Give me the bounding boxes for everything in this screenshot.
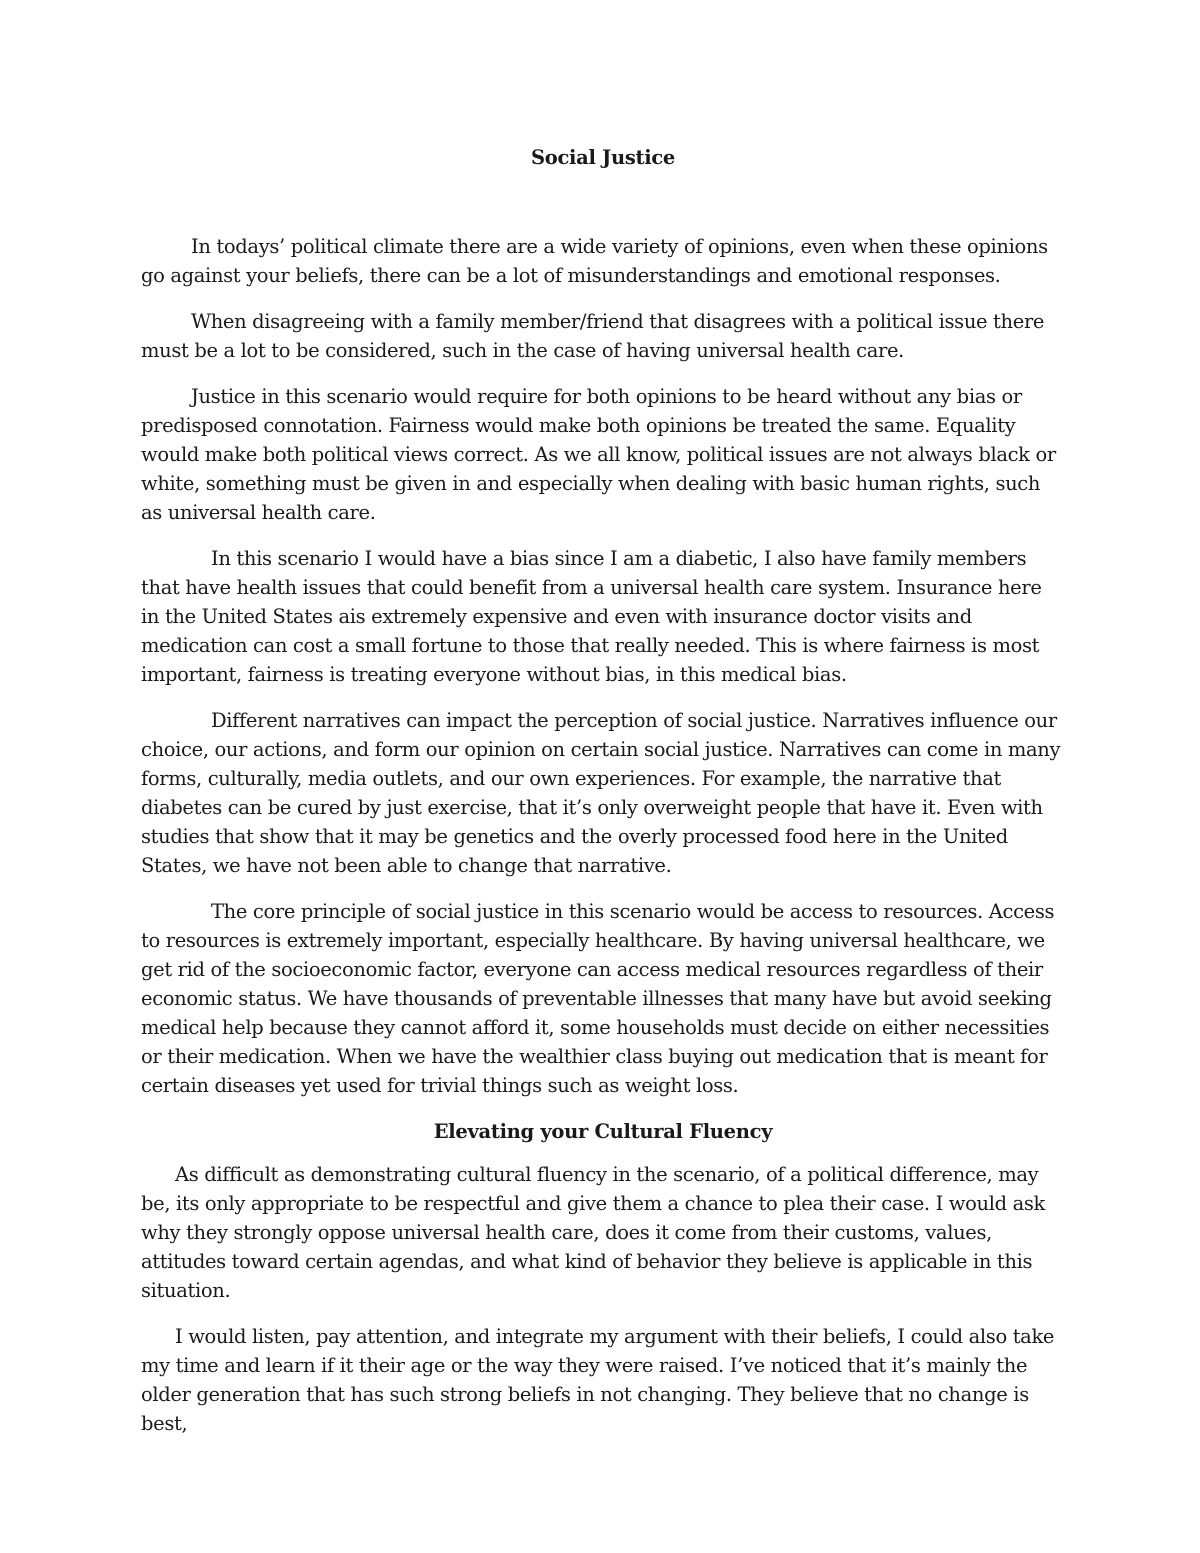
paragraph-bias-diabetic: In this scenario I would have a bias since I am a diabetic, I also have family members that have health issues that could benefit from a universal health care system. Insurance here in the United States ais extremely expensive and even with insurance doctor visits and medication can cost a small fortune to those that really needed. This is where fairness is most important, fairness is treating everyone without bias, in this medical bias. <box>141 547 1042 686</box>
paragraph-disagreeing: When disagreeing with a family member/friend that disagrees with a political issue there must be a lot to be considered, such in the case of having universal health care. <box>141 310 1045 362</box>
paragraph-listen: I would listen, pay attention, and integrate my argument with their beliefs, I could also take my time and learn if it their age or the way they were raised. I’ve noticed that it’s mainly the older generation that has such strong beliefs in not changing. They believe that no change is best, <box>141 1325 1055 1435</box>
paragraph-cultural-fluency: As difficult as demonstrating cultural fluency in the scenario, of a political difference, may be, its only appropriate to be respectful and give them a chance to plea their case. I would ask why they strongly oppose universal health care, does it come from their customs, values, attitudes toward certain agendas, and what kind of behavior they believe is applicable in this situation. <box>141 1163 1046 1302</box>
paragraph-narratives: Different narratives can impact the perception of social justice. Narratives influence our choice, our actions, and form our opinion on certain social justice. Narratives can come in many forms, culturally, media outlets, and our own experiences. For example, the narrative that diabetes can be cured by just exercise, that it’s only overweight people that have it. Even with studies that show that it may be genetics and the overly processed food here in the United States, we have not been able to change that narrative. <box>141 709 1061 877</box>
document-title: Social Justice <box>530 146 676 169</box>
paragraph-political-climate: In todays’ political climate there are a wide variety of opinions, even when these opinions go against your beliefs, there can be a lot of misunderstandings and emotional responses. <box>141 235 1048 287</box>
paragraph-core-principle: The core principle of social justice in this scenario would be access to resources. Access to resources is extremely important, especially healthcare. By having universal healthcare, we get rid of the socioeconomic factor, everyone can access medical resources regardless of their economic status. We have thousands of preventable illnesses that many have but avoid seeking medical help because they cannot afford it, some households must decide on either necessities or their medication. When we have the wealthier class buying out medication that is meant for certain diseases yet used for trivial things such as weight loss. <box>141 900 1055 1097</box>
section-heading-cultural-fluency: Elevating your Cultural Fluency <box>433 1120 773 1143</box>
document-body <box>141 143 1065 1455</box>
paragraph-justice-scenario: Justice in this scenario would require for both opinions to be heard without any bias or predisposed connotation. Fairness would make both opinions be treated the same. Equality would make both political views correct. As we all know, political issues are not always black or white, something must be given in and especially when dealing with basic human rights, such as universal health care. <box>141 385 1056 524</box>
